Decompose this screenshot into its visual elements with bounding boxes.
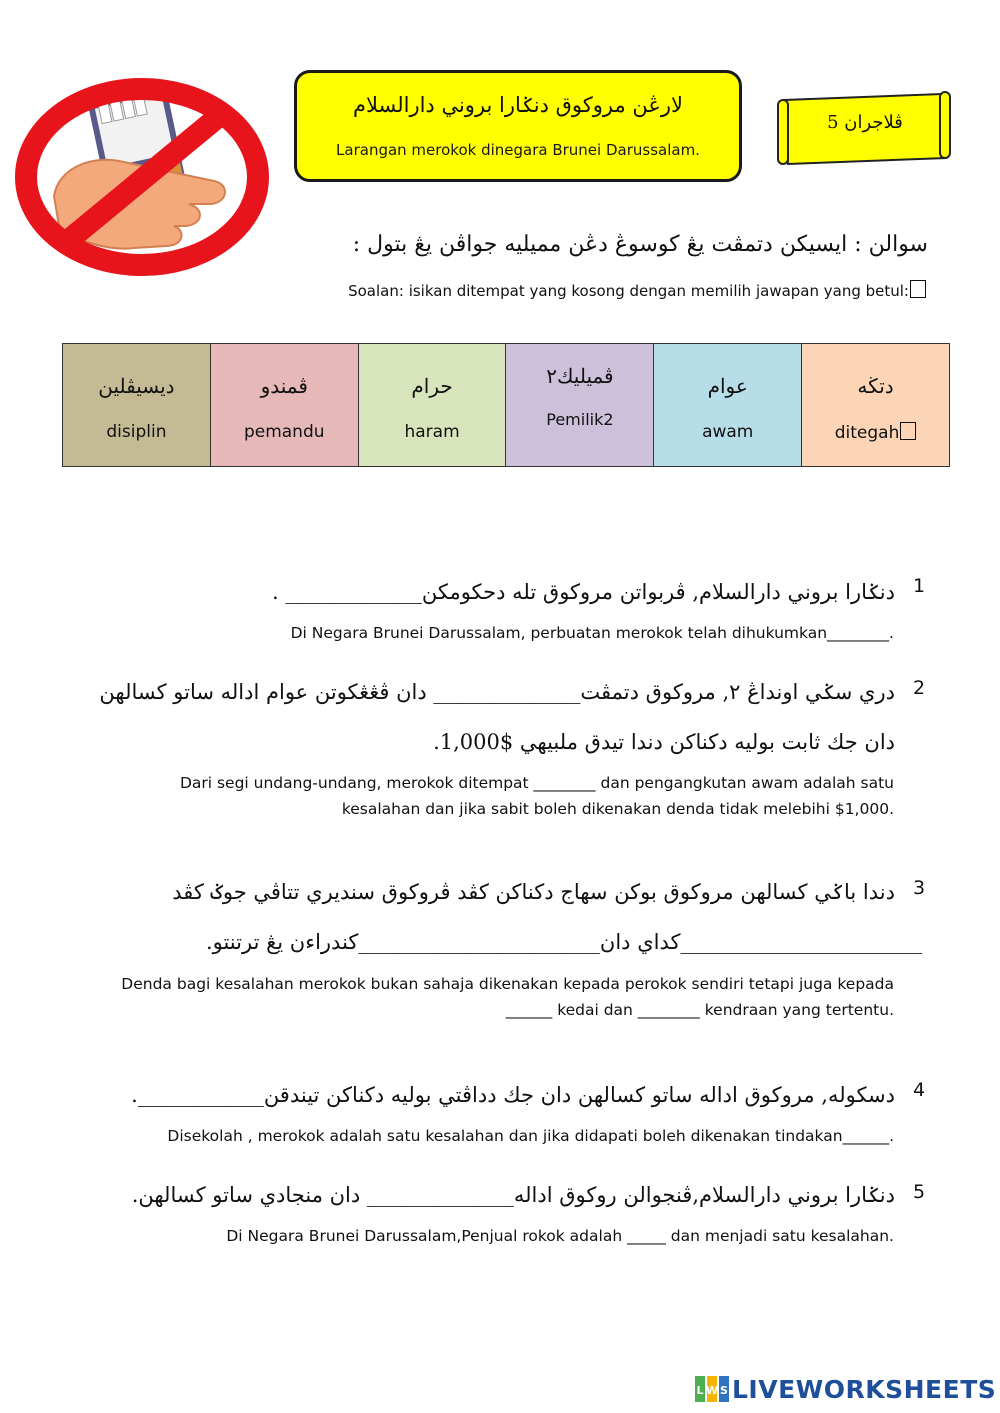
question-latin: Dari segi undang-undang, merokok ditempat ________ dan pengangkutan awam adalah satu xyxy=(179,774,894,792)
word-latin: Pemilik2 xyxy=(546,410,614,429)
word-jawi: حرام xyxy=(411,374,453,398)
logo-letter-w: W xyxy=(705,1384,719,1397)
word-latin-text: ditegah xyxy=(834,423,900,443)
word-jawi: دتڬه xyxy=(857,374,894,398)
instruction-latin xyxy=(348,280,926,300)
word-bank xyxy=(62,343,950,467)
word-latin: pemandu xyxy=(243,422,325,442)
word-bank-cell[interactable] xyxy=(505,344,653,466)
question-jawi: دنݢارا بروني دارالسلام,ڤنجوالن روكوق اداله______________ دان منجادي ساتو كسالهن. xyxy=(131,1183,895,1207)
watermark-text: LIVEWORKSHEETS xyxy=(732,1374,997,1404)
liveworksheets-watermark[interactable] xyxy=(694,1372,996,1406)
question-number: 1 xyxy=(913,575,926,597)
title-box xyxy=(294,70,742,182)
word-bank-cell[interactable] xyxy=(801,344,949,466)
question-jawi: دري سݢي اونداڠ ٢, مروكوق دتمڤت______________ دان ڤڠڠكوتن عوام اداله ساتو كسالهن xyxy=(99,680,895,704)
question-jawi: دان جك ثابت بوليه دكناكن دندا تيدق ملبيهي $1,000. xyxy=(433,730,895,754)
empty-box-icon xyxy=(900,422,916,440)
question-latin: Disekolah , merokok adalah satu kesalahan dan jika didapati boleh dikenakan tindakan______. xyxy=(167,1127,894,1145)
logo-letter-l: L xyxy=(696,1384,704,1397)
question-jawi: دنݢارا بروني دارالسلام, ڤربواتن مروكوق تله دحكومكن_____________ . xyxy=(272,580,895,604)
word-jawi: ڤميليك٢ xyxy=(546,364,614,388)
logo-letter-s: S xyxy=(720,1384,728,1397)
question-jawi: _______________________كداي دان_______________________كندراءن يڠ ترتنتو. xyxy=(205,930,922,954)
question-number: 4 xyxy=(913,1079,926,1101)
title-jawi: لارڠن مروكوق دنݢارا بروني دارالسلام xyxy=(352,93,684,117)
lesson-label: ڤلاجران 5 xyxy=(827,112,903,133)
question-number: 3 xyxy=(913,877,926,899)
word-bank-cell[interactable] xyxy=(653,344,801,466)
question-jawi: دسكوله, مروكوق اداله ساتو كسالهن دان جك دداڤتي بوليه دكناكن تيندقن____________. xyxy=(131,1083,895,1107)
question-latin: Di Negara Brunei Darussalam,Penjual rokok adalah _____ dan menjadi satu kesalahan. xyxy=(226,1227,894,1245)
word-latin: awam xyxy=(702,422,754,442)
word-bank-cell[interactable] xyxy=(63,344,210,466)
word-jawi: ديسيڤلين xyxy=(98,374,175,398)
question-latin: kesalahan dan jika sabit boleh dikenakan denda tidak melebihi $1,000. xyxy=(341,800,894,818)
question-jawi: دندا باݢي كسالهن مروكوق بوكن سهاج دكناكن كڤد ڤروكوق سنديري تتاڤي جوݢ كڤد xyxy=(172,880,895,904)
no-smoking-icon xyxy=(14,76,276,278)
word-latin: disiplin xyxy=(106,422,167,442)
question-latin: Denda bagi kesalahan merokok bukan sahaja dikenakan kepada perokok sendiri tetapi juga kepada xyxy=(121,975,894,993)
instruction-latin-text: Soalan: isikan ditempat yang kosong dengan memilih jawapan yang betul: xyxy=(348,282,909,300)
question-latin: ______ kedai dan ________ kendraan yang tertentu. xyxy=(505,1001,894,1019)
question-latin: Di Negara Brunei Darussalam, perbuatan merokok telah dihukumkan________. xyxy=(290,624,894,642)
word-bank-cell[interactable] xyxy=(358,344,506,466)
word-latin xyxy=(802,422,949,443)
empty-box-icon xyxy=(910,280,926,298)
word-bank-cell[interactable] xyxy=(210,344,358,466)
instruction-jawi: سوالن : ايسيكن دتمڤت يڠ كوسوڠ دڠن مميليه جواڤن يڠ بتول : xyxy=(352,232,928,257)
title-latin: Larangan merokok dinegara Brunei Darussalam. xyxy=(336,141,700,159)
question-number: 2 xyxy=(913,677,926,699)
word-latin: haram xyxy=(404,422,460,442)
liveworksheets-logo-icon xyxy=(694,1374,730,1404)
question-number: 5 xyxy=(913,1181,926,1203)
word-jawi: ڤمندو xyxy=(260,374,308,398)
word-jawi: عوام xyxy=(707,374,748,398)
